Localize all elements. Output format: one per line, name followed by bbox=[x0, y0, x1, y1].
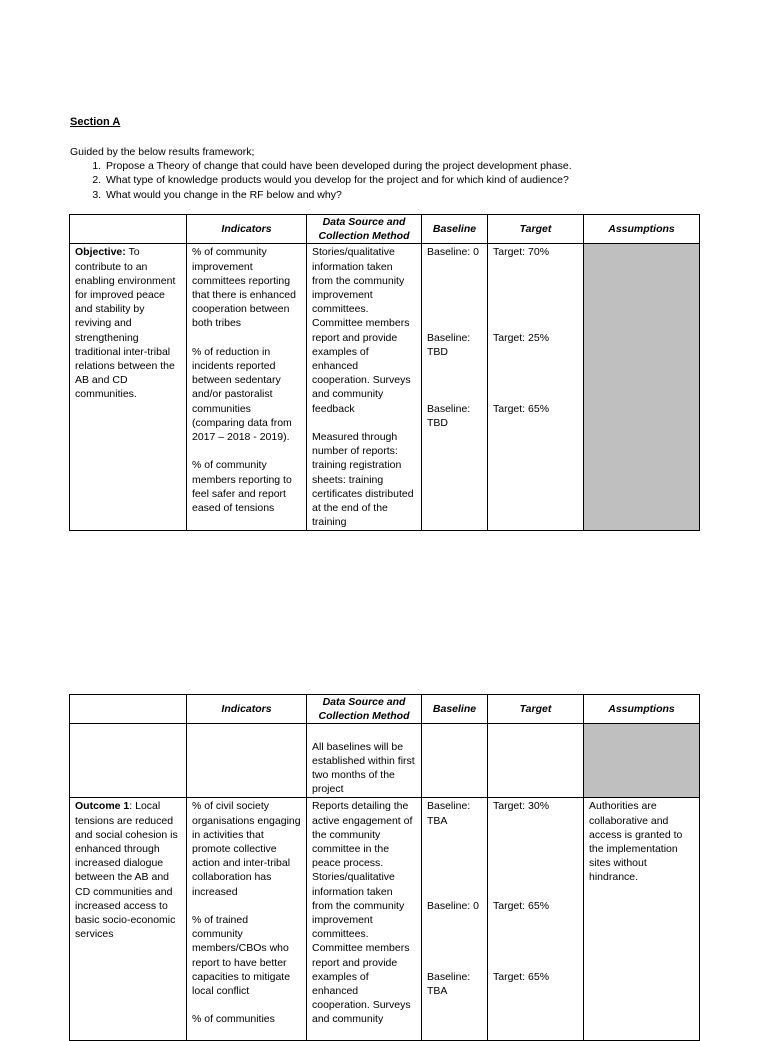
baseline-1: Baseline: 0 bbox=[427, 246, 479, 259]
target-2: Target: 25% bbox=[493, 331, 550, 344]
header-target: Target bbox=[488, 695, 584, 724]
indicators-cell bbox=[187, 244, 307, 531]
indicator-1: % of civil society organisations engaging in activities that promote collective action and inter-tribal collaboration has increased bbox=[192, 800, 301, 898]
assumption-cell bbox=[584, 798, 700, 1041]
objective-text: To contribute to an enabling environment for improved peace and stability by reviving and strengthening traditional inter-tribal relations between the AB and CD communities. bbox=[75, 246, 176, 401]
indicators-cell bbox=[187, 798, 307, 1041]
assumption: Authorities are collaborative and access is granted to the implementation sites without hindrance. bbox=[589, 800, 683, 884]
assumptions-cell bbox=[584, 244, 700, 531]
outcome-cell bbox=[70, 798, 187, 1041]
indicator-3: % of community members reporting to feel safer and report eased of tensions bbox=[192, 459, 292, 515]
blank-cell bbox=[70, 724, 187, 798]
baseline-2: Baseline: TBD bbox=[427, 331, 471, 358]
baseline-cell bbox=[422, 798, 488, 1041]
data-source-2: Measured through number of reports: training registration sheets: training certificates distributed at the end of the training bbox=[312, 431, 414, 529]
header-blank bbox=[70, 695, 187, 724]
baseline-note: All baselines will be established within first two months of the project bbox=[312, 740, 415, 796]
header-assumptions: Assumptions bbox=[584, 695, 700, 724]
intro-block bbox=[70, 145, 710, 202]
table-row bbox=[70, 798, 700, 1041]
target-cell bbox=[488, 244, 584, 531]
data-source-cell bbox=[307, 244, 422, 531]
outcome-text: : Local tensions are reduced and social cohesion is enhanced through increased dialogue between the AB and CD communities and increased access to basic socio-economic services bbox=[75, 800, 178, 941]
question-2: 2. What type of knowledge products would you develop for the project and for which kind of audience? bbox=[104, 173, 710, 187]
table-header-row bbox=[70, 215, 700, 244]
results-framework-table-outcome bbox=[69, 694, 700, 1041]
question-list bbox=[70, 159, 710, 202]
target-3: Target: 65% bbox=[493, 402, 550, 415]
objective-label: Objective: bbox=[75, 246, 126, 259]
results-framework-table-objective bbox=[69, 214, 700, 531]
target-2: Target: 65% bbox=[493, 899, 550, 912]
header-indicators: Indicators bbox=[187, 695, 307, 724]
header-data-source: Data Source and Collection Method bbox=[307, 695, 422, 724]
outcome-label: Outcome 1 bbox=[75, 800, 130, 813]
header-assumptions: Assumptions bbox=[584, 215, 700, 244]
header-target: Target bbox=[488, 215, 584, 244]
assumptions-cell-gray bbox=[584, 724, 700, 798]
question-3: 3. What would you change in the RF below and why? bbox=[104, 188, 710, 202]
header-data-source: Data Source and Collection Method bbox=[307, 215, 422, 244]
table-header-row bbox=[70, 695, 700, 724]
target-1: Target: 30% bbox=[493, 800, 550, 813]
header-baseline: Baseline bbox=[422, 695, 488, 724]
table-row bbox=[70, 244, 700, 531]
section-title: Section A bbox=[70, 116, 121, 128]
baseline-cell bbox=[422, 244, 488, 531]
blank-cell bbox=[187, 724, 307, 798]
target-cell bbox=[488, 798, 584, 1041]
data-source-cell bbox=[307, 798, 422, 1041]
blank-cell bbox=[488, 724, 584, 798]
indicator-2: % of trained community members/CBOs who report to have better capacities to mitigate local conflict bbox=[192, 914, 291, 998]
table-row bbox=[70, 724, 700, 798]
blank-cell bbox=[422, 724, 488, 798]
baseline-3: Baseline: TBA bbox=[427, 970, 471, 998]
header-baseline: Baseline bbox=[422, 215, 488, 244]
question-1: 1. Propose a Theory of change that could have been developed during the project development phase. bbox=[104, 159, 710, 173]
baseline-2: Baseline: 0 bbox=[427, 899, 479, 912]
target-1: Target: 70% bbox=[493, 246, 550, 259]
objective-cell bbox=[70, 244, 187, 531]
indicator-3: % of communities bbox=[192, 1013, 275, 1026]
indicator-2: % of reduction in incidents reported between sedentary and/or pastoralist communities (comparing data from 2017 – 2018 - 2019). bbox=[192, 345, 292, 444]
indicator-1: % of community improvement committees reporting that there is enhanced cooperation between both tribes bbox=[192, 246, 296, 330]
baseline-note-cell bbox=[307, 724, 422, 798]
baseline-1: Baseline: TBA bbox=[427, 800, 471, 827]
data-source: Reports detailing the active engagement of the community committee in the peace process. Stories/qualitative information taken from the community improvement committees. Committee members report and provide examples of enhanced cooperation. Surveys and community bbox=[312, 800, 413, 1026]
intro-text: Guided by the below results framework; bbox=[70, 146, 255, 158]
header-indicators: Indicators bbox=[187, 215, 307, 244]
header-blank bbox=[70, 215, 187, 244]
data-source-1: Stories/qualitative information taken from the community improvement committees. Committee members report and provide examples of enhanced cooperation. Surveys and community feedback bbox=[312, 246, 411, 415]
target-3: Target: 65% bbox=[493, 970, 550, 983]
baseline-3: Baseline: TBD bbox=[427, 402, 471, 429]
